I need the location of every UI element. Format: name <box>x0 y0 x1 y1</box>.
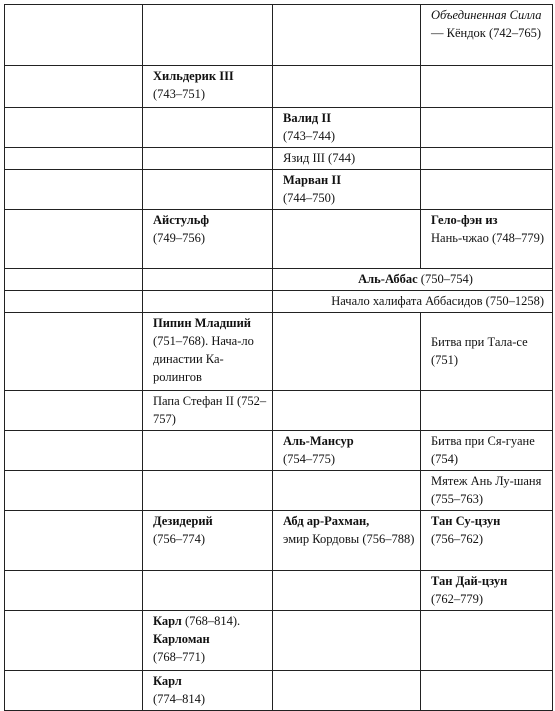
table-row <box>5 170 553 210</box>
table-cell <box>5 291 143 313</box>
table-cell <box>421 108 553 148</box>
cell-text: — Кёндок (742–765) <box>431 26 542 40</box>
table-cell <box>5 471 143 511</box>
table-cell <box>143 291 273 313</box>
ruler-name: Айстульф <box>153 213 209 227</box>
cell-text: (768–771) <box>153 650 206 664</box>
table-cell <box>421 391 553 431</box>
cell-text: (756–774) <box>153 532 206 546</box>
table-row <box>5 108 553 148</box>
table-row <box>5 391 553 431</box>
cell-text: (756–762) <box>431 532 484 546</box>
table-cell <box>5 571 143 611</box>
ruler-name: Карломан <box>153 632 210 646</box>
event-text: Битва при Тала-се (751) <box>431 335 528 367</box>
table-cell <box>143 148 273 170</box>
table-cell <box>273 611 421 671</box>
table-cell <box>421 511 553 571</box>
table-cell <box>143 391 273 431</box>
table-row <box>5 66 553 108</box>
ruler-name: Тан Дай-цзун <box>431 574 508 588</box>
table-cell <box>5 611 143 671</box>
table-cell <box>143 571 273 611</box>
table-cell <box>143 611 273 671</box>
table-cell <box>273 291 553 313</box>
ruler-name: Аль-Аббас <box>358 272 418 286</box>
ruler-name: Валид II <box>283 111 332 125</box>
cell-text: эмир Кордовы (756–788) <box>283 532 415 546</box>
table-cell <box>273 148 421 170</box>
ruler-name: Абд ар-Рахман, <box>283 514 370 528</box>
table-cell <box>143 511 273 571</box>
ruler-name: Марван II <box>283 173 342 187</box>
table-cell <box>421 571 553 611</box>
table-cell <box>5 210 143 269</box>
table-cell <box>143 210 273 269</box>
chronology-table <box>4 4 553 711</box>
cell-text: (774–814) <box>153 692 206 706</box>
table-cell <box>273 66 421 108</box>
table-cell <box>143 313 273 391</box>
table-cell <box>421 471 553 511</box>
table-cell <box>143 108 273 148</box>
table-cell <box>421 170 553 210</box>
table-cell <box>5 5 143 66</box>
table-cell <box>5 269 143 291</box>
cell-text: (768–814). <box>181 614 241 628</box>
table-cell <box>5 108 143 148</box>
table-row <box>5 471 553 511</box>
ruler-name: Карл <box>153 614 182 628</box>
cell-text: (744–750) <box>283 191 336 205</box>
cell-text: (750–754) <box>417 272 473 286</box>
ruler-name: Тан Су-цзун <box>431 514 501 528</box>
cell-text: Папа Стефан II (752–757) <box>153 394 267 426</box>
cell-text: (762–779) <box>431 592 484 606</box>
cell-text: Начало халифата Аббасидов (750–1258) <box>331 294 544 308</box>
cell-text: (743–751) <box>153 87 206 101</box>
table-row <box>5 5 553 66</box>
table-cell <box>5 511 143 571</box>
table-cell <box>273 391 421 431</box>
table-cell <box>5 170 143 210</box>
table-cell <box>5 313 143 391</box>
table-cell <box>143 269 273 291</box>
cell-text: Язид III (744) <box>283 151 356 165</box>
table-cell <box>143 170 273 210</box>
table-cell <box>5 148 143 170</box>
ruler-name: Пипин Младший <box>153 316 251 330</box>
table-cell <box>421 5 553 66</box>
cell-text: (751–768). Нача-ло династии Ка-ролингов <box>153 334 254 384</box>
ruler-name: Дезидерий <box>153 514 213 528</box>
ruler-name: Гело-фэн из <box>431 213 498 227</box>
table-cell <box>273 108 421 148</box>
cell-text: (754–775) <box>283 452 336 466</box>
table-cell <box>273 5 421 66</box>
ruler-name: Хильдерик III <box>153 69 234 83</box>
cell-text: (749–756) <box>153 231 206 245</box>
table-cell <box>273 210 421 269</box>
ruler-name: Карл <box>153 674 182 688</box>
table-cell <box>273 571 421 611</box>
cell-text: (743–744) <box>283 129 336 143</box>
cell-text: Нань-чжао (748–779) <box>431 231 545 245</box>
table-row <box>5 611 553 671</box>
table-cell <box>421 431 553 471</box>
table-cell <box>5 391 143 431</box>
table-row <box>5 313 553 391</box>
event-text: Битва при Ся-гуане (754) <box>431 434 535 466</box>
table-cell <box>143 431 273 471</box>
table-cell <box>143 471 273 511</box>
table-cell <box>5 66 143 108</box>
ruler-name: Аль-Мансур <box>283 434 354 448</box>
table-cell <box>273 313 421 391</box>
table-cell <box>421 611 553 671</box>
table-cell <box>273 471 421 511</box>
table-row <box>5 571 553 611</box>
table-cell <box>421 148 553 170</box>
table-row <box>5 291 553 313</box>
table-cell <box>143 5 273 66</box>
table-cell <box>421 313 553 391</box>
table-cell <box>421 210 553 269</box>
event-text: Мятеж Ань Лу-шаня (755–763) <box>431 474 542 506</box>
table-cell <box>273 511 421 571</box>
state-name: Объединенная Силла <box>431 8 542 22</box>
table-cell <box>5 431 143 471</box>
table-row <box>5 511 553 571</box>
table-row <box>5 269 553 291</box>
table-cell <box>273 269 553 291</box>
table-row <box>5 431 553 471</box>
table-cell <box>273 170 421 210</box>
table-cell <box>143 66 273 108</box>
table-cell <box>421 66 553 108</box>
table-row <box>5 148 553 170</box>
table-row <box>5 210 553 269</box>
table-cell <box>273 431 421 471</box>
